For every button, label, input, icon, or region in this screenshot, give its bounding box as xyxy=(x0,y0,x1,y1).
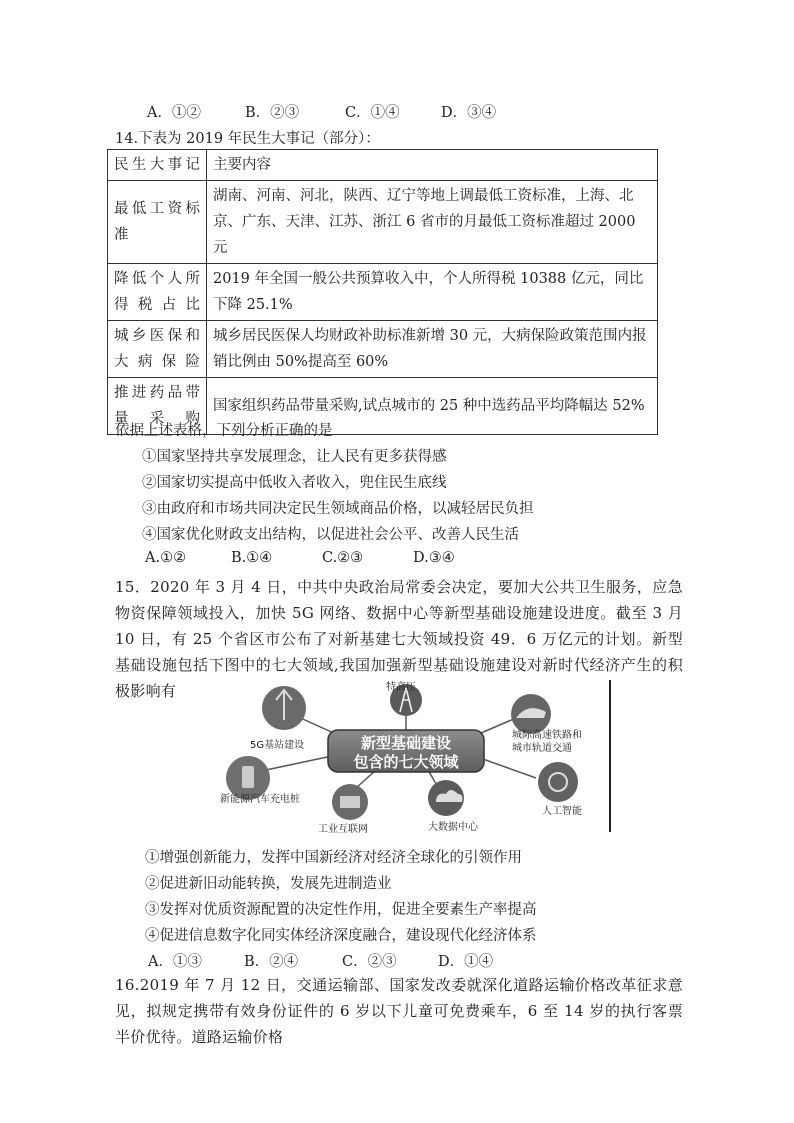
q14-choice: ②国家切实提高中低收入者收入，兜住民生底线 xyxy=(142,475,447,491)
q13-option-a: A．①② xyxy=(147,105,201,121)
q14-choice: ③由政府和市场共同决定民生领域商品价格，以减轻居民负担 xyxy=(142,501,534,517)
q15-choice: ④促进信息数字化同实体经济深度融合，建设现代化经济体系 xyxy=(145,928,537,944)
table-cell-content: 2019 年全国一般公共预算收入中，个人所得税 10388 亿元，同比下降 25.1% xyxy=(207,264,658,321)
q14-option-d: D.③④ xyxy=(413,550,455,566)
table-cell-item: 最低工资标准 xyxy=(108,181,207,264)
label-big-data: 大数据中心 xyxy=(428,822,478,833)
label-5g: 5G基站建设 xyxy=(250,740,305,751)
events-table xyxy=(107,149,658,435)
table-cell-content: 湖南、河南、河北，陕西、辽宁等地上调最低工资标准，上海、北京、广东、天津、江苏、浙江 6 省市的月最低工资标准超过 2000 元 xyxy=(207,181,658,264)
label-intercity-rail: 城际高速铁路和 xyxy=(512,730,582,741)
q14-option-b: B.①④ xyxy=(231,550,273,566)
q15-choice: ①增强创新能力，发挥中国新经济对经济全球化的引领作用 xyxy=(145,850,522,866)
diagram-center-title-line1: 新型基础建设 xyxy=(360,734,451,752)
q15-option-b: B．②④ xyxy=(244,954,299,970)
label-urban-rail: 城市轨道交通 xyxy=(512,743,572,754)
table-row xyxy=(108,321,658,378)
table-cell-item: 推进药品带量采购 xyxy=(108,378,207,435)
table-header-row xyxy=(108,150,658,181)
q16-stem: 16.2019 年 7 月 12 日，交通运输部、国家发改委就深化道路运输价格改革征求意见，拟规定携带有效身份证件的 6 岁以下儿童可免费乘车，6 至 14 岁的执行客票半价优待。道路运输价格 xyxy=(115,976,683,1046)
table-cell-item: 降低个人所得税占比 xyxy=(108,264,207,321)
q14-stem: 14.下表为 2019 年民生大事记（部分）： xyxy=(115,131,380,147)
table-header-content: 主要内容 xyxy=(207,150,658,181)
table-cell-content: 国家组织药品带量采购,试点城市的 25 种中选药品平均降幅达 52% xyxy=(207,378,658,435)
artificial-intelligence-icon xyxy=(538,762,578,802)
table-header-item: 民生大事记 xyxy=(108,150,207,181)
diagram-center-title-line2: 包含的七大领域 xyxy=(353,753,459,771)
diagram-right-border xyxy=(609,680,611,832)
q14-option-a: A.①② xyxy=(145,550,187,566)
q15-option-c: C．②③ xyxy=(342,954,397,970)
q14-prompt: 依据上述表格，下列分析正确的是 xyxy=(115,423,333,439)
label-ev-charging: 新能源汽车充电桩 xyxy=(220,794,300,805)
label-ai: 人工智能 xyxy=(542,806,582,817)
table-cell-item: 城乡医保和大病保险 xyxy=(108,321,207,378)
q13-option-d: D．③④ xyxy=(441,105,497,121)
table-row xyxy=(108,181,658,264)
q14-choice: ①国家坚持共享发展理念，让人民有更多获得感 xyxy=(142,449,447,465)
q13-option-c: C．①④ xyxy=(345,105,400,121)
table-cell-content: 城乡居民医保人均财政补助标准新增 30 元，大病保险政策范围内报销比例由 50%提高至 60% xyxy=(207,321,658,378)
q15-option-a: A．①③ xyxy=(148,954,202,970)
new-infrastructure-diagram xyxy=(206,678,612,836)
table-row xyxy=(108,264,658,321)
q14-choice: ④国家优化财政支出结构，以促进社会公平、改善人民生活 xyxy=(142,527,519,543)
q13-option-b: B．②③ xyxy=(245,105,300,121)
label-uhv: 特高压 xyxy=(386,682,416,693)
q15-option-d: D．①④ xyxy=(438,954,494,970)
label-industrial-internet: 工业互联网 xyxy=(318,824,368,835)
q15-stem: 15．2020 年 3 月 4 日，中共中央政治局常委会决定，要加大公共卫生服务，应急物资保障领域投入，加快 5G 网络、数据中心等新型基础设施建设进度。截至 3 月 10 日，有 25 个省区市公布了对新基建七大领域投资 49．6 万亿元的计划。新型基础设施包括下图中的七大领域,我国加强新型基础设施建设对新时代经济产生的积极影响有 xyxy=(115,578,683,700)
q15-choice: ②促进新旧动能转换，发展先进制造业 xyxy=(145,876,392,892)
q14-option-c: C.②③ xyxy=(322,550,364,566)
q15-choice: ③发挥对优质资源配置的决定性作用，促进全要素生产率提高 xyxy=(145,902,537,918)
